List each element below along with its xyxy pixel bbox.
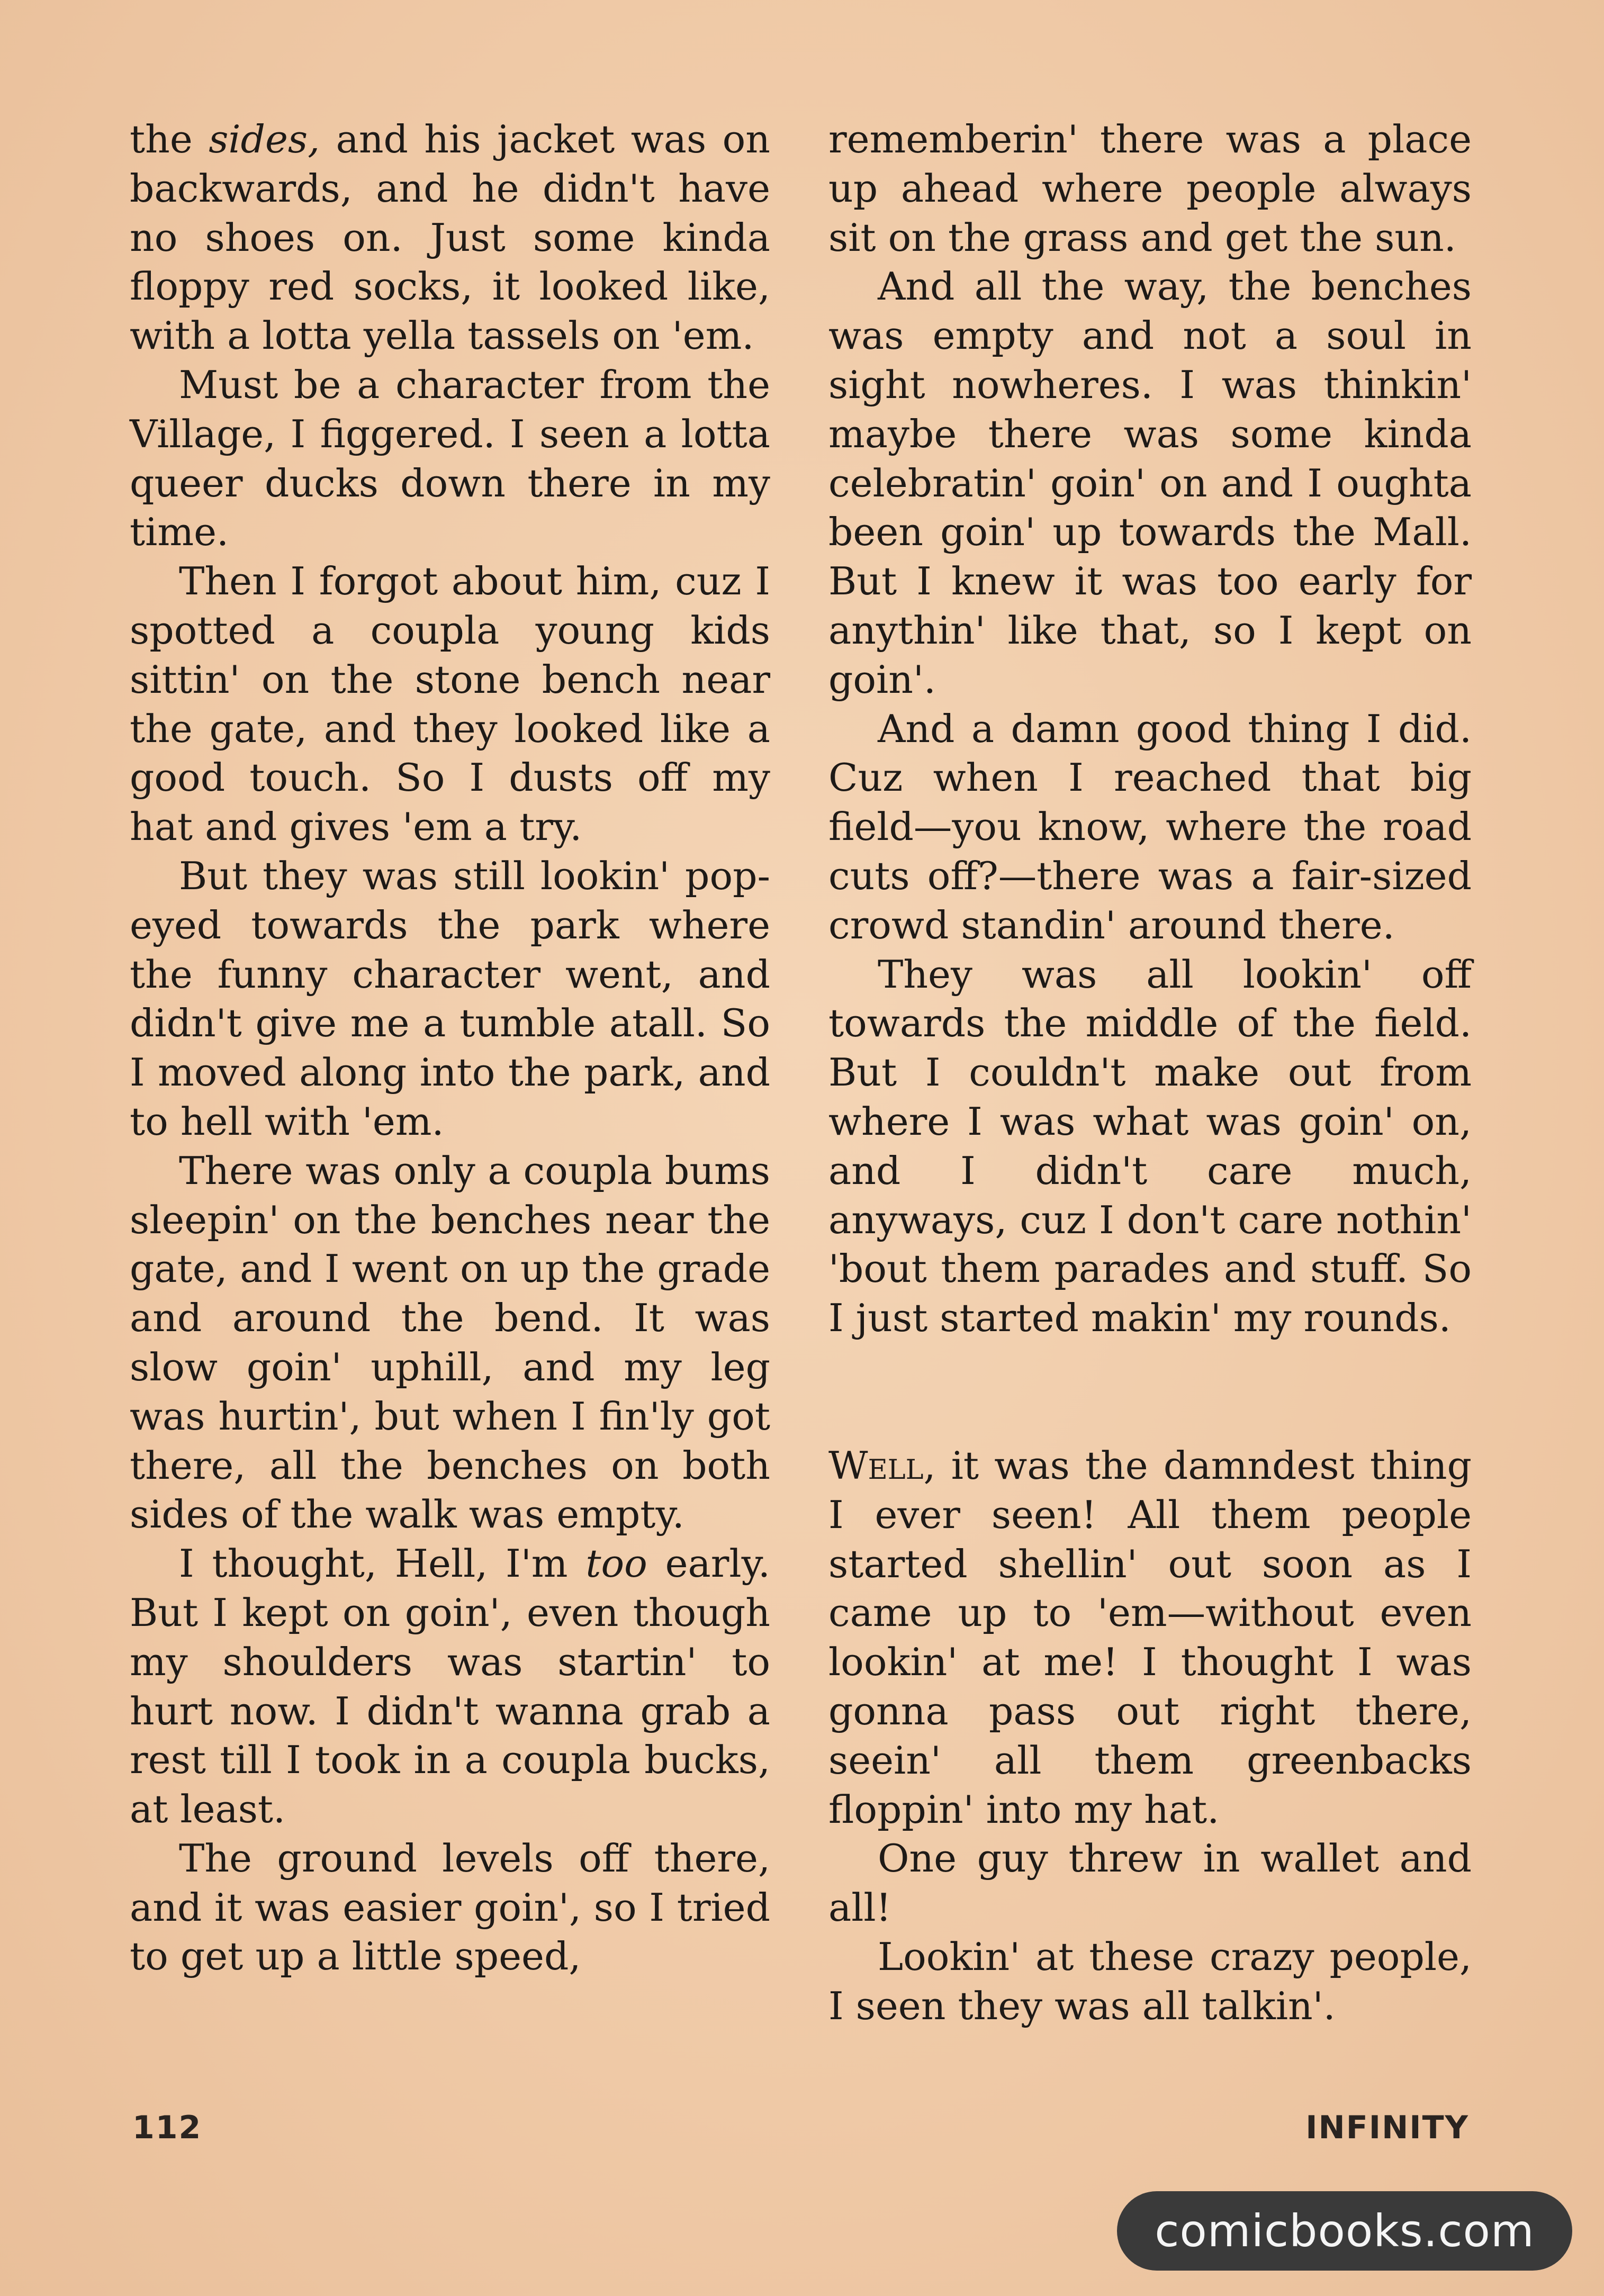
paragraph: Then I forgot about him, cuz I spotted a coupla young kids sittin' on the stone bench near the gate, and they looked like a good touch. So I dusts off my hat and gives 'em a try. bbox=[130, 559, 770, 850]
paragraph: But they was still lookin' pop-eyed towards the park where the funny character went, and didn't give me a tumble atall. So I moved along into the park, and to hell with 'em. bbox=[130, 854, 770, 1144]
paragraph: rememberin' there was a place up ahead where people always sit on the grass and get the sun. bbox=[828, 117, 1472, 260]
paragraph: One guy threw in wallet and all! bbox=[828, 1837, 1472, 1931]
paragraph: There was only a coupla bums sleepin' on the benches near the gate, and I went on up the grade and around the bend. It was slow goin' uphill, and my leg was hurtin', but when I fin'ly got there, all the benches on both sides of the walk was empty. bbox=[130, 1149, 770, 1538]
text-column-right bbox=[828, 115, 1472, 2031]
section-opening-paragraph: Well, it was the damndest thing I ever seen! All them people started shellin' out soon as I came up to 'em—without even lookin' at me! I thought I was gonna pass out right there, seein' all them greenbacks floppin' into my hat. bbox=[828, 1443, 1472, 1832]
text-column-left bbox=[130, 115, 770, 1982]
paragraph: I thought, Hell, I'm too early. But I kept on goin', even though my shoulders was startin' to hurt now. I didn't wanna grab a rest till I took in a coupla bucks, at least. bbox=[130, 1542, 770, 1832]
paragraph: the sides, and his jacket was on backwards, and he didn't have no shoes on. Just some kinda floppy red socks, it looked like, with a lotta yella tassels on 'em. bbox=[130, 117, 771, 359]
small-caps-lead: Well bbox=[828, 1443, 924, 1488]
watermark-badge: comicbooks.com bbox=[1117, 2191, 1572, 2271]
paragraph: Lookin' at these crazy people, I seen they was all talkin'. bbox=[828, 1935, 1472, 2029]
paragraph: And a damn good thing I did. Cuz when I reached that big field—you know, where the road cuts off?—there was a fair-sized crowd standin' around there. bbox=[828, 707, 1472, 948]
paragraph: They was all lookin' off towards the middle of the field. But I couldn't make out from where I was what was goin' on, and I didn't care much, anyways, cuz I don't care nothin' 'bout them parades and stuff. So I just started makin' my rounds. bbox=[828, 952, 1472, 1341]
page-number: 112 bbox=[132, 2109, 202, 2146]
paragraph: And all the way, the benches was empty and not a soul in sight nowheres. I was thinkin' maybe there was some kinda celebratin' goin' on and I oughta been goin' up towards the Mall. But I knew it was too early for anythin' like that, so I kept on goin'. bbox=[828, 265, 1472, 702]
paragraph: The ground levels off there, and it was easier goin', so I tried to get up a little speed, bbox=[130, 1836, 770, 1979]
paragraph: Must be a character from the Village, I figgered. I seen a lotta queer ducks down there in my time. bbox=[130, 363, 770, 555]
magazine-title: INFINITY bbox=[1305, 2109, 1469, 2146]
